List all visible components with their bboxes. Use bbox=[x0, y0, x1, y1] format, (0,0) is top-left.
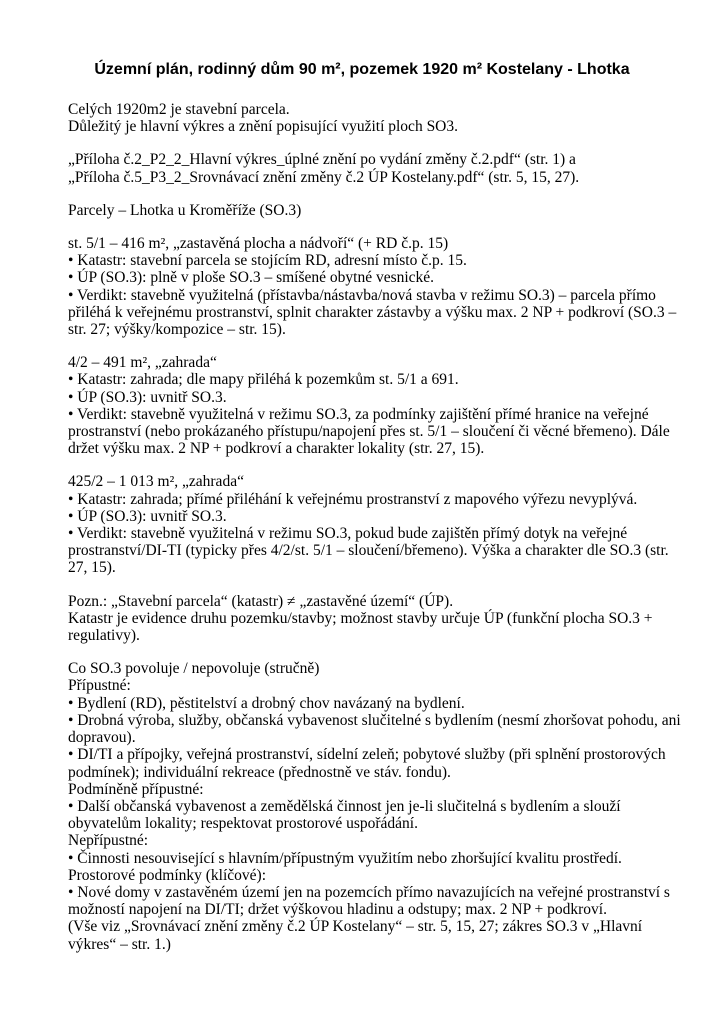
text-line: 425/2 – 1 013 m², „zahrada“ bbox=[68, 473, 244, 491]
text-line: 4/2 – 491 m², „zahrada“ bbox=[68, 354, 217, 372]
text-line: str. 27; výšky/kompozice – str. 15). bbox=[68, 321, 286, 339]
text-line: Důležitý je hlavní výkres a znění popisující využití ploch SO3. bbox=[68, 118, 459, 136]
paragraph bbox=[68, 473, 668, 576]
paragraph bbox=[68, 101, 668, 135]
paragraph bbox=[68, 151, 668, 185]
text-line: 27, 15). bbox=[68, 559, 116, 577]
paragraph bbox=[68, 593, 668, 645]
document-body bbox=[68, 101, 681, 953]
text-line: Co SO.3 povoluje / nepovoluje (stručně) bbox=[68, 660, 320, 678]
text-line: prostranství (nebo prokázaného přístupu/napojení přes st. 5/1 – sloučení či věcné břemeno). Dále bbox=[68, 423, 670, 441]
text-line: obyvatelům lokality; respektovat prostorové uspořádání. bbox=[68, 815, 418, 833]
paragraph bbox=[68, 202, 668, 219]
text-line: prostranství/DI-TI (typicky přes 4/2/st. 5/1 – sloučení/břemeno). Výška a charakter dle SO.3 (str. bbox=[68, 542, 669, 560]
paragraph bbox=[68, 235, 677, 339]
text-line: přiléhá k veřejnému prostranství, splnit charakter zástavby a výšku max. 2 NP + podkroví (SO.3 – bbox=[68, 303, 677, 321]
text-line: regulativy). bbox=[68, 627, 140, 645]
text-line: Podmíněně přípustné: bbox=[68, 780, 204, 798]
text-line: držet výšku max. 2 NP + podkroví a charakter lokality (str. 27, 15). bbox=[68, 440, 485, 458]
text-line: „Příloha č.2_P2_2_Hlavní výkres_úplné znění po vydání změny č.2.pdf“ (str. 1) a bbox=[68, 151, 576, 169]
text-line: • Nové domy v zastavěném území jen na pozemcích přímo navazujících na veřejné prostranství s bbox=[68, 883, 670, 901]
text-line: „Příloha č.5_P3_2_Srovnávací znění změny č.2 ÚP Kostelany.pdf“ (str. 5, 15, 27). bbox=[68, 168, 580, 186]
text-line: • Bydlení (RD), pěstitelství a drobný chov navázaný na bydlení. bbox=[68, 694, 465, 712]
text-line: • Verdikt: stavebně využitelná v režimu SO.3, pokud bude zajištěn přímý dotyk na veřejné bbox=[68, 525, 628, 543]
text-line: • DI/TI a přípojky, veřejná prostranství, sídelní zeleň; pobytové služby (při splnění prostorových bbox=[68, 746, 666, 764]
text-line: • Verdikt: stavebně využitelná (přístavba/nástavba/nová stavba v režimu SO.3) – parcela přímo bbox=[68, 286, 656, 304]
text-line: • Katastr: zahrada; přímé přiléhání k veřejnému prostranství z mapového výřezu nevyplývá. bbox=[68, 490, 638, 508]
text-line: Nepřípustné: bbox=[68, 832, 149, 850]
text-line: Celých 1920m2 je stavební parcela. bbox=[68, 101, 290, 118]
document-title: Územní plán, rodinný dům 90 m², pozemek 1920 m² Kostelany - Lhotka bbox=[94, 61, 630, 78]
text-line: výkres“ – str. 1.) bbox=[68, 935, 171, 953]
text-line: • Další občanská vybavenost a zemědělská činnost jen je-li slučitelná s bydlením a slouží bbox=[68, 797, 621, 815]
text-line: (Vše viz „Srovnávací znění změny č.2 ÚP Kostelany“ – str. 5, 15, 27; zákres SO.3 v „Hlavní bbox=[68, 918, 643, 936]
text-line: • Verdikt: stavebně využitelná v režimu SO.3, za podmínky zajištění přímé hranice na veřejné bbox=[68, 405, 649, 423]
text-line: Prostorové podmínky (klíčové): bbox=[68, 866, 267, 884]
text-line: Pozn.: „Stavební parcela“ (katastr) ≠ „zastavěné území“ (ÚP). bbox=[68, 592, 454, 610]
text-line: Přípustné: bbox=[68, 677, 131, 695]
text-line: • Drobná výroba, služby, občanská vybavenost slučitelné s bydlením (nesmí zhoršovat pohodu, ani bbox=[68, 711, 681, 729]
text-line: • Činnosti nesouvisející s hlavním/přípustným využitím nebo zhoršující kvalitu prostředí. bbox=[68, 849, 622, 867]
paragraph bbox=[68, 354, 668, 457]
paragraph bbox=[68, 660, 681, 953]
text-line: • Katastr: zahrada; dle mapy přiléhá k pozemkům st. 5/1 a 691. bbox=[68, 371, 459, 389]
text-line: možností napojení na DI/TI; držet výškovou hladinu a odstupy; max. 2 NP + podkroví. bbox=[68, 901, 607, 919]
text-line: Katastr je evidence druhu pozemku/stavby; možnost stavby určuje ÚP (funkční plocha SO.3 + bbox=[68, 609, 653, 627]
text-line: • Katastr: stavební parcela se stojícím RD, adresní místo č.p. 15. bbox=[68, 252, 467, 270]
text-line: Parcely – Lhotka u Kroměříže (SO.3) bbox=[68, 201, 302, 219]
text-line: • ÚP (SO.3): uvnitř SO.3. bbox=[68, 388, 227, 406]
text-line: • ÚP (SO.3): uvnitř SO.3. bbox=[68, 507, 227, 525]
text-line: podmínek); individuální rekreace (přednostně ve stáv. fondu). bbox=[68, 763, 451, 781]
text-line: • ÚP (SO.3): plně v ploše SO.3 – smíšené obytné vesnické. bbox=[68, 269, 435, 287]
text-line: st. 5/1 – 416 m², „zastavěná plocha a nádvoří“ (+ RD č.p. 15) bbox=[68, 235, 449, 253]
text-line: dopravou). bbox=[68, 729, 136, 747]
